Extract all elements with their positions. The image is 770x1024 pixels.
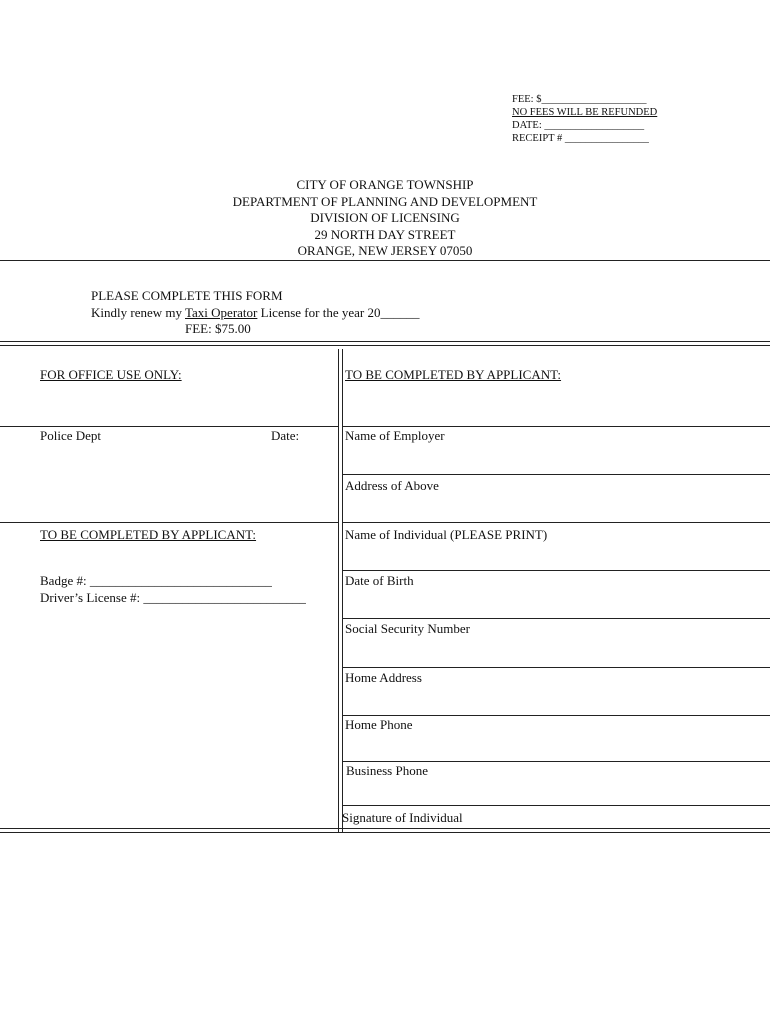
renew-prefix: Kindly renew my	[91, 304, 185, 320]
right-row-line-4	[343, 570, 770, 571]
intro-block	[91, 288, 419, 338]
heading-line-1: CITY OF ORANGE TOWNSHIP	[296, 177, 474, 192]
business-phone-field[interactable]: Business Phone	[346, 763, 428, 778]
police-dept-label: Police Dept	[40, 428, 102, 443]
heading-line-4: 29 NORTH DAY STREET	[314, 226, 456, 242]
receipt-line: RECEIPT # ________________	[512, 133, 649, 144]
drivers-license-field[interactable]: Driver’s License #: _________________________	[40, 590, 306, 605]
name-of-employer-field[interactable]: Name of Employer	[345, 428, 445, 443]
department-heading	[0, 177, 770, 260]
right-row-line-3	[343, 522, 770, 523]
social-security-field[interactable]: Social Security Number	[345, 621, 470, 636]
home-address-field[interactable]: Home Address	[345, 670, 422, 685]
no-refund-notice: NO FEES WILL BE REFUNDED	[512, 107, 658, 118]
divider-top	[0, 260, 770, 261]
license-type: Taxi Operator	[185, 304, 258, 320]
left-applicant-heading: TO BE COMPLETED BY APPLICANT:	[40, 527, 257, 542]
date-line: DATE: ___________________	[512, 120, 645, 131]
right-row-line-6	[343, 667, 770, 668]
table-border-bottom-1	[0, 828, 770, 829]
home-phone-field[interactable]: Home Phone	[345, 717, 413, 732]
signature-field[interactable]: Signature of Individual	[342, 810, 463, 825]
license-fee: FEE: $75.00	[185, 321, 251, 336]
badge-field[interactable]: Badge #: ____________________________	[40, 573, 272, 588]
table-border-bottom-2	[0, 832, 770, 833]
date-of-birth-field[interactable]: Date of Birth	[345, 573, 414, 588]
right-row-line-2	[343, 474, 770, 475]
left-row-line-1	[0, 426, 338, 427]
instruction-text: PLEASE COMPLETE THIS FORM	[91, 288, 283, 303]
name-of-individual-field[interactable]: Name of Individual (PLEASE PRINT)	[345, 527, 548, 542]
renew-line	[91, 305, 419, 322]
right-applicant-heading: TO BE COMPLETED BY APPLICANT:	[345, 367, 562, 382]
heading-line-5: ORANGE, NEW JERSEY 07050	[297, 243, 473, 258]
address-of-above-field[interactable]: Address of Above	[345, 478, 439, 493]
left-row-line-2	[0, 522, 338, 523]
right-row-line-5	[343, 618, 770, 619]
table-border-top-1	[0, 341, 770, 342]
fee-box	[512, 93, 657, 145]
heading-line-2: DEPARTMENT OF PLANNING AND DEVELOPMENT	[232, 193, 538, 209]
heading-line-3: DIVISION OF LICENSING	[310, 210, 460, 225]
right-row-line-7	[343, 715, 770, 716]
police-date-label: Date:	[271, 428, 300, 443]
table-border-top-2	[0, 345, 770, 346]
right-row-line-9	[343, 805, 770, 806]
right-row-line-8	[343, 761, 770, 762]
office-use-label: FOR OFFICE USE ONLY:	[40, 367, 182, 382]
renew-suffix: License for the year 20______	[257, 304, 420, 320]
right-row-line-1	[343, 426, 770, 427]
table-divider-1	[338, 349, 339, 833]
fee-line: FEE: $____________________	[512, 94, 647, 105]
